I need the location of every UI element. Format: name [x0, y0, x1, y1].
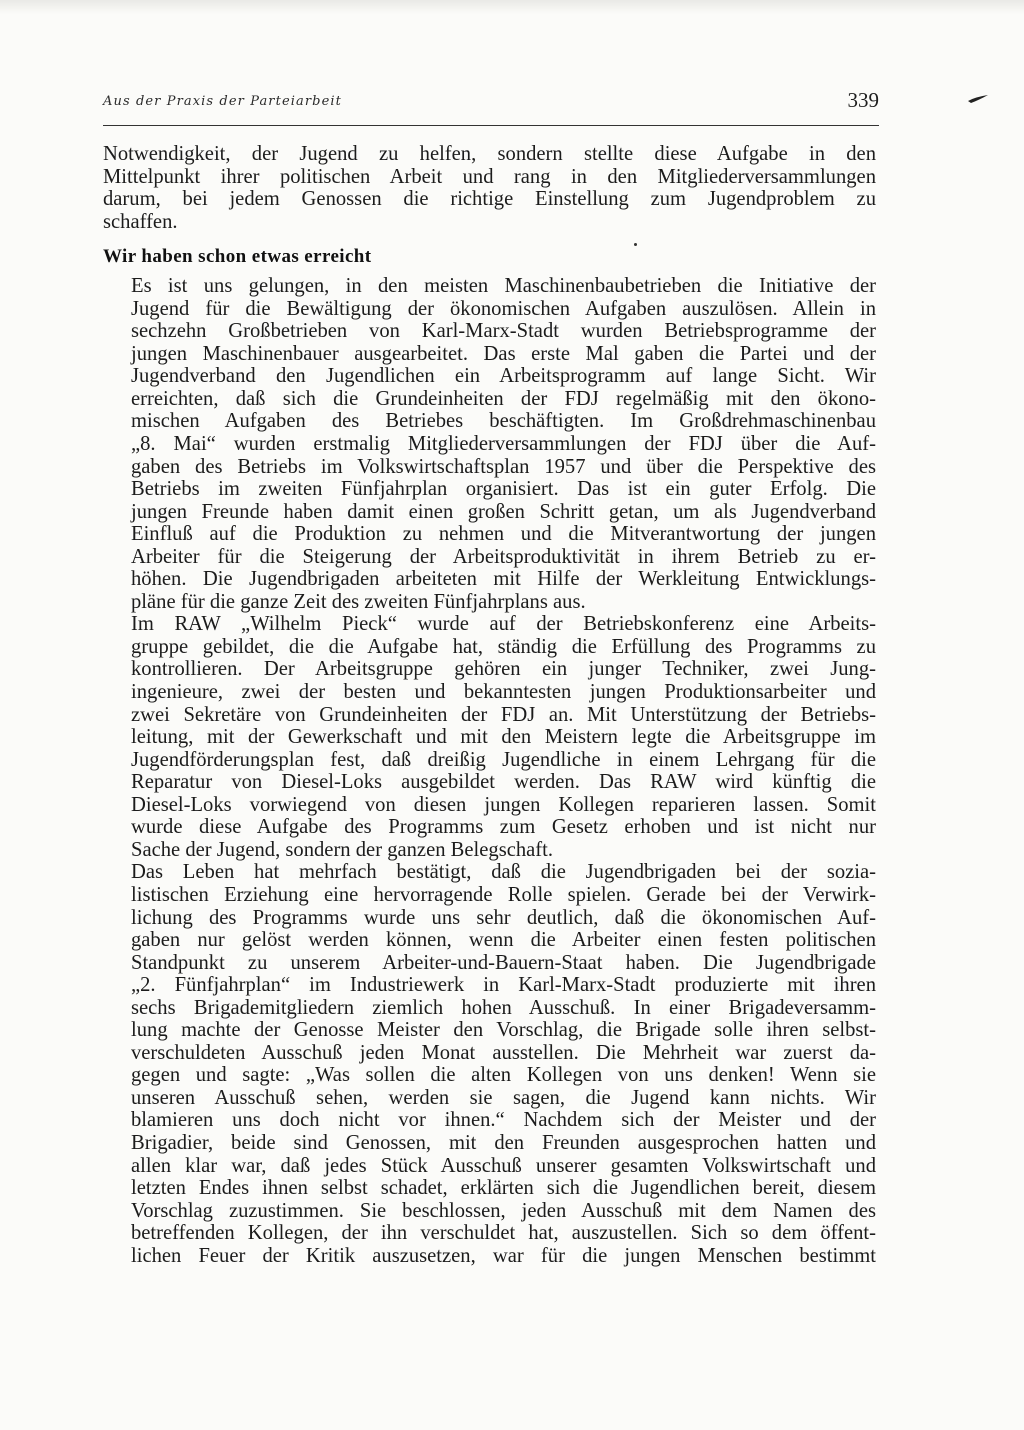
- text-line: Sache der Jugend, sondern der ganzen Belegschaft.: [131, 838, 554, 861]
- text-line: Einfluß auf die Produktion zu nehmen und die Mitverantwortung der jungen: [131, 523, 876, 546]
- text-line: listischen Erziehung eine hervorragende Rolle spielen. Gerade bei der Verwirk-: [131, 883, 876, 906]
- text-line: höhen. Die Jugendbrigaden arbeiteten mit Hilfe der Werkleitung Entwicklungs-: [131, 568, 876, 591]
- page-number: 339: [847, 88, 879, 112]
- text-line: unseren Ausschuß sehen, werden sie sagen, die Jugend kann nichts. Wir: [131, 1086, 876, 1109]
- text-line: blamieren uns doch nicht vor ihnen.“ Nachdem sich der Meister und der: [131, 1109, 876, 1132]
- text-line: lung machte der Genosse Meister den Vorschlag, die Brigade solle ihren selbst-: [131, 1019, 876, 1042]
- text-line: „2. Fünfjahrplan“ im Industriewerk in Karl-Marx-Stadt produzierte mit ihren: [131, 974, 876, 997]
- text-line: erreichten, daß sich die Grundeinheiten der FDJ regelmäßig mit den ökono-: [131, 387, 876, 410]
- paragraph-1: [103, 275, 876, 613]
- text-line: mischen Aufgaben des Betriebes beschäftigten. Im Großdrehmaschinenbau: [131, 410, 876, 433]
- text-line: Es ist uns gelungen, in den meisten Maschinenbaubetrieben die Initiative der: [131, 275, 876, 298]
- paragraph-0: [103, 143, 876, 233]
- running-head: Aus der Praxis der Parteiarbeit: [103, 94, 342, 109]
- text-line: Jugend für die Bewältigung der ökonomischen Aufgaben auszulösen. Allein in: [131, 297, 876, 320]
- text-line: Mittelpunkt ihrer politischen Arbeit und rang in den Mitgliederversammlungen: [103, 165, 876, 188]
- text-line: zwei Sekretäre von Grundeinheiten der FDJ an. Mit Unterstützung der Betriebs-: [131, 703, 876, 726]
- paragraph-2: [103, 613, 876, 861]
- text-line: Im RAW „Wilhelm Pieck“ wurde auf der Betriebskonferenz eine Arbeits-: [131, 613, 876, 636]
- text-line: gegen und sagte: „Was sollen die alten Kollegen von uns denken! Wenn sie: [131, 1064, 876, 1087]
- text-line: „8. Mai“ wurden erstmalig Mitgliederversammlungen der FDJ über die Auf-: [131, 433, 876, 456]
- text-line: Diesel-Loks vorwiegend von diesen jungen Kollegen reparieren lassen. Somit: [131, 793, 876, 816]
- text-line: sechzehn Großbetrieben von Karl-Marx-Stadt wurden Betriebsprogramme der: [131, 320, 876, 343]
- text-line: Jugendverband den Jugendlichen ein Arbeitsprogramm auf lange Sicht. Wir: [131, 365, 876, 388]
- scan-top-edge: [0, 0, 1024, 14]
- text-line: lichen Feuer der Kritik auszusetzen, war für die jungen Menschen bestimmt: [131, 1244, 876, 1267]
- text-line: sechs Brigademitgliedern ziemlich hohen Ausschuß. In einer Brigadeversamm-: [131, 996, 876, 1019]
- text-line: betreffenden Kollegen, der ihn verschuldet hat, auszustellen. Sich so dem öffent-: [131, 1222, 876, 1245]
- text-line: Reparatur von Diesel-Loks ausgebildet werden. Das RAW wird künftig die: [131, 771, 876, 794]
- text-line: kontrollieren. Der Arbeitsgruppe gehören ein junger Techniker, zwei Jung-: [131, 658, 876, 681]
- text-line: jungen Freunde haben damit einen großen Schritt getan, um als Jugendverband: [131, 500, 876, 523]
- text-line: Brigadier, beide sind Genossen, mit den Freunden ausgesprochen hatten und: [131, 1131, 876, 1154]
- text-line: pläne für die ganze Zeit des zweiten Fünfjahrplans aus.: [131, 590, 586, 613]
- text-line: Arbeiter für die Steigerung der Arbeitsproduktivität in ihrem Betrieb zu er-: [131, 545, 876, 568]
- text-line: Jugendförderungsplan fest, daß dreißig Jugendliche in einem Lehrgang für die: [131, 748, 876, 771]
- text-line: verschuldeten Ausschuß jeden Monat ausstellen. Die Mehrheit war zuerst da-: [131, 1041, 876, 1064]
- text-line: Notwendigkeit, der Jugend zu helfen, sondern stellte diese Aufgabe in den: [103, 143, 876, 165]
- text-line: darum, bei jedem Genossen die richtige Einstellung zum Jugendproblem zu: [103, 188, 876, 211]
- text-line: ingenieure, zwei der besten und bekanntesten jungen Produktionsarbeiter und: [131, 681, 876, 704]
- section-heading: Wir haben schon etwas erreicht: [103, 246, 372, 268]
- text-line: jungen Maschinenbauer ausgearbeitet. Das erste Mal gaben die Partei und der: [131, 342, 876, 365]
- text-line: leitung, mit der Gewerkschaft und mit den Meistern legte die Arbeitsgruppe im: [131, 726, 876, 749]
- scan-mark-icon: [967, 94, 989, 104]
- text-line: lichung des Programms wurde uns sehr deutlich, daß die ökonomischen Auf-: [131, 906, 876, 929]
- text-line: letzten Endes ihnen selbst schadet, erklärten sich die Jugendlichen bereit, diesem: [131, 1177, 876, 1200]
- text-line: gaben nur gelöst werden können, wenn die Arbeiter einen festen politischen: [131, 929, 876, 952]
- text-line: gruppe gebildet, die die Aufgabe hat, ständig die Erfüllung des Programms zu: [131, 635, 876, 658]
- text-line: Vorschlag zuzustimmen. Sie beschlossen, jeden Ausschuß mit dem Namen des: [131, 1199, 876, 1222]
- text-line: Standpunkt zu unserem Arbeiter-und-Bauern-Staat haben. Die Jugendbrigade: [131, 951, 876, 974]
- text-line: schaffen.: [103, 210, 178, 233]
- article-body: [103, 143, 876, 1267]
- paragraph-3: [103, 861, 876, 1267]
- header-rule: [103, 125, 879, 126]
- text-line: wurde diese Aufgabe des Programms zum Gesetz erhoben und ist nicht nur: [131, 816, 876, 839]
- text-line: allen klar war, daß jedes Stück Ausschuß unserer gesamten Volkswirtschaft und: [131, 1154, 876, 1177]
- text-line: Betriebs im zweiten Fünfjahrplan organisiert. Das ist ein guter Erfolg. Die: [131, 478, 876, 501]
- text-line: gaben des Betriebs im Volkswirtschaftsplan 1957 und über die Perspektive des: [131, 455, 876, 478]
- text-line: Das Leben hat mehrfach bestätigt, daß die Jugendbrigaden bei der sozia-: [131, 861, 876, 884]
- page-header: [103, 88, 879, 122]
